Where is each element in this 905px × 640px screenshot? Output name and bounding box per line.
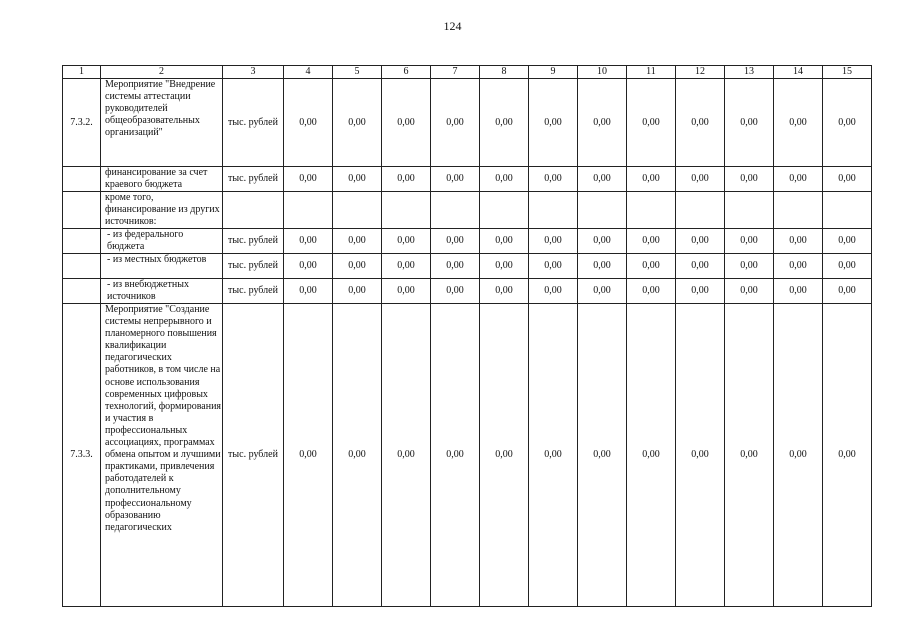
row-unit: тыс. рублей — [223, 79, 284, 167]
row-description: финансирование за счет краевого бюджета — [101, 167, 223, 192]
value-cell: 0,00 — [431, 229, 480, 254]
header-cell: 4 — [284, 66, 333, 79]
value-cell: 0,00 — [676, 254, 725, 279]
row-code — [63, 192, 101, 229]
value-cell: 0,00 — [333, 304, 382, 607]
value-cell: 0,00 — [480, 167, 529, 192]
row-code — [63, 254, 101, 279]
header-cell: 6 — [382, 66, 431, 79]
page-number: 124 — [443, 19, 462, 33]
value-cell: 0,00 — [431, 167, 480, 192]
header-row — [63, 66, 872, 79]
value-cell: 0,00 — [725, 254, 774, 279]
header-cell: 5 — [333, 66, 382, 79]
value-cell: 0,00 — [431, 304, 480, 607]
value-cell: 0,00 — [382, 167, 431, 192]
value-cell: 0,00 — [578, 229, 627, 254]
header-cell: 7 — [431, 66, 480, 79]
table-row — [63, 167, 872, 192]
value-cell: 0,00 — [529, 304, 578, 607]
header-cell: 11 — [627, 66, 676, 79]
table-row — [63, 304, 872, 607]
value-cell: 0,00 — [578, 279, 627, 304]
value-cell — [382, 192, 431, 229]
value-cell: 0,00 — [627, 304, 676, 607]
value-cell: 0,00 — [823, 254, 872, 279]
header-cell: 8 — [480, 66, 529, 79]
header-cell: 12 — [676, 66, 725, 79]
value-cell: 0,00 — [382, 279, 431, 304]
row-unit: тыс. рублей — [223, 279, 284, 304]
value-cell: 0,00 — [284, 304, 333, 607]
value-cell: 0,00 — [627, 79, 676, 167]
value-cell: 0,00 — [431, 254, 480, 279]
value-cell: 0,00 — [529, 229, 578, 254]
budget-table — [62, 65, 872, 607]
row-code — [63, 167, 101, 192]
row-code — [63, 229, 101, 254]
header-cell: 15 — [823, 66, 872, 79]
value-cell: 0,00 — [382, 254, 431, 279]
value-cell: 0,00 — [774, 254, 823, 279]
value-cell — [333, 192, 382, 229]
value-cell: 0,00 — [774, 167, 823, 192]
value-cell: 0,00 — [823, 304, 872, 607]
row-code: 7.3.2. — [63, 79, 101, 167]
value-cell: 0,00 — [823, 79, 872, 167]
table-row — [63, 192, 872, 229]
value-cell: 0,00 — [627, 279, 676, 304]
row-unit: тыс. рублей — [223, 304, 284, 607]
value-cell: 0,00 — [676, 279, 725, 304]
row-description: - из внебюджетных источников — [101, 279, 223, 304]
header-cell: 1 — [63, 66, 101, 79]
value-cell: 0,00 — [480, 79, 529, 167]
header-cell: 14 — [774, 66, 823, 79]
value-cell: 0,00 — [676, 229, 725, 254]
value-cell: 0,00 — [578, 254, 627, 279]
value-cell: 0,00 — [774, 229, 823, 254]
value-cell: 0,00 — [529, 279, 578, 304]
table-row — [63, 79, 872, 167]
value-cell: 0,00 — [333, 229, 382, 254]
value-cell: 0,00 — [431, 79, 480, 167]
value-cell — [676, 192, 725, 229]
value-cell: 0,00 — [823, 229, 872, 254]
value-cell: 0,00 — [333, 79, 382, 167]
value-cell: 0,00 — [382, 229, 431, 254]
value-cell: 0,00 — [627, 167, 676, 192]
row-description: Мероприятие "Внедрение системы аттестации руководителей общеобразовательных организаций" — [101, 79, 223, 167]
header-cell: 10 — [578, 66, 627, 79]
table-row — [63, 279, 872, 304]
value-cell: 0,00 — [333, 279, 382, 304]
value-cell: 0,00 — [725, 167, 774, 192]
table-row — [63, 229, 872, 254]
value-cell: 0,00 — [774, 279, 823, 304]
value-cell — [823, 192, 872, 229]
value-cell: 0,00 — [480, 229, 529, 254]
value-cell: 0,00 — [676, 79, 725, 167]
value-cell: 0,00 — [284, 254, 333, 279]
value-cell: 0,00 — [480, 254, 529, 279]
value-cell: 0,00 — [382, 79, 431, 167]
value-cell — [431, 192, 480, 229]
header-cell: 9 — [529, 66, 578, 79]
value-cell: 0,00 — [627, 254, 676, 279]
row-code — [63, 279, 101, 304]
value-cell: 0,00 — [284, 79, 333, 167]
value-cell: 0,00 — [382, 304, 431, 607]
value-cell: 0,00 — [333, 254, 382, 279]
header-cell: 3 — [223, 66, 284, 79]
value-cell: 0,00 — [333, 167, 382, 192]
value-cell: 0,00 — [823, 167, 872, 192]
value-cell: 0,00 — [823, 279, 872, 304]
value-cell: 0,00 — [480, 279, 529, 304]
value-cell: 0,00 — [774, 304, 823, 607]
row-description: кроме того, финансирование из других источников: — [101, 192, 223, 229]
value-cell: 0,00 — [676, 304, 725, 607]
row-unit — [223, 192, 284, 229]
value-cell: 0,00 — [529, 254, 578, 279]
header-cell: 2 — [101, 66, 223, 79]
value-cell — [529, 192, 578, 229]
table-row — [63, 254, 872, 279]
value-cell: 0,00 — [284, 167, 333, 192]
row-unit: тыс. рублей — [223, 254, 284, 279]
value-cell: 0,00 — [725, 229, 774, 254]
value-cell — [627, 192, 676, 229]
value-cell: 0,00 — [480, 304, 529, 607]
value-cell — [284, 192, 333, 229]
value-cell: 0,00 — [284, 279, 333, 304]
row-description: - из федерального бюджета — [101, 229, 223, 254]
value-cell: 0,00 — [284, 229, 333, 254]
value-cell: 0,00 — [676, 167, 725, 192]
value-cell: 0,00 — [529, 79, 578, 167]
header-cell: 13 — [725, 66, 774, 79]
row-description: - из местных бюджетов — [101, 254, 223, 279]
value-cell: 0,00 — [725, 304, 774, 607]
value-cell: 0,00 — [431, 279, 480, 304]
row-description: Мероприятие "Создание системы непрерывного и планомерного повышения квалификации педагогических работников, в том числе на основе использования современных цифровых технологий, формирования и участия в профессиональных ассоциациях, программах обмена опытом и лучшими практиками, привлечения работодателей к дополнительному профессиональному образованию педагогических — [101, 304, 223, 607]
value-cell: 0,00 — [578, 304, 627, 607]
row-code: 7.3.3. — [63, 304, 101, 607]
row-unit: тыс. рублей — [223, 167, 284, 192]
value-cell — [725, 192, 774, 229]
value-cell: 0,00 — [725, 79, 774, 167]
value-cell — [578, 192, 627, 229]
value-cell: 0,00 — [578, 79, 627, 167]
value-cell: 0,00 — [725, 279, 774, 304]
value-cell: 0,00 — [578, 167, 627, 192]
row-unit: тыс. рублей — [223, 229, 284, 254]
value-cell — [774, 192, 823, 229]
value-cell: 0,00 — [627, 229, 676, 254]
value-cell: 0,00 — [529, 167, 578, 192]
value-cell: 0,00 — [774, 79, 823, 167]
value-cell — [480, 192, 529, 229]
